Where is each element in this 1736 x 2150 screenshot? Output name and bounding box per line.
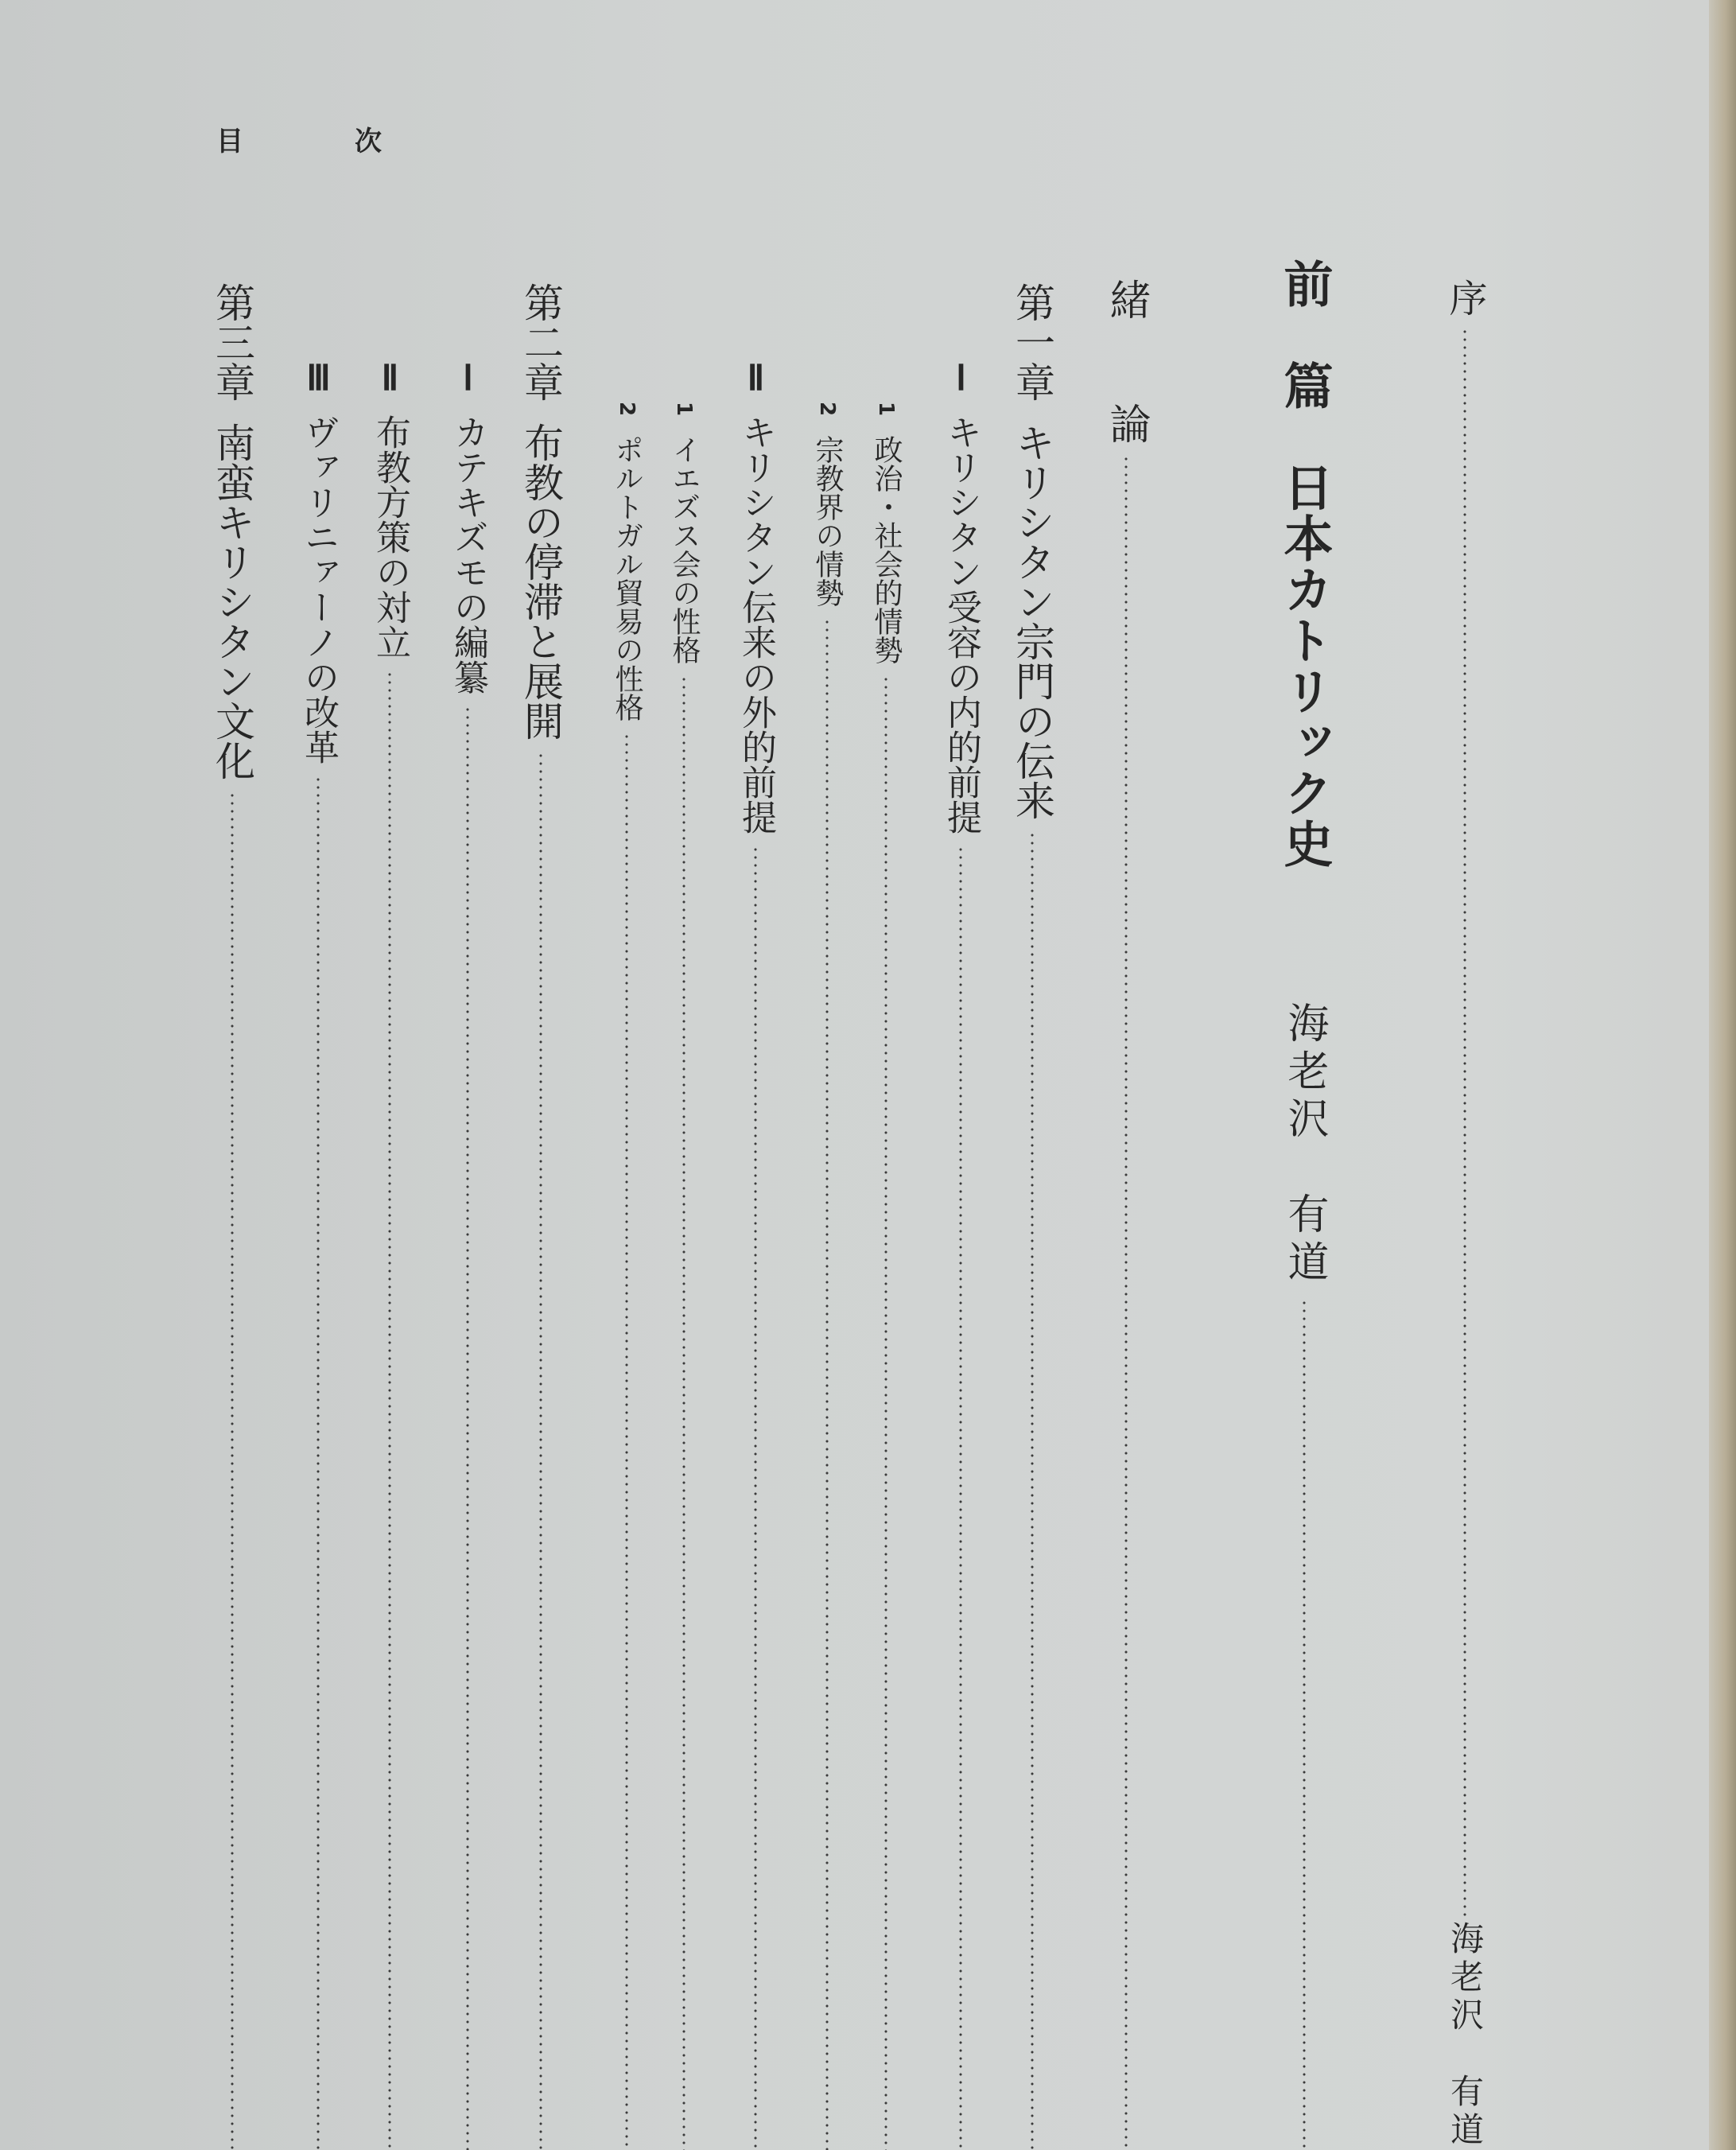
- chapter-number: 第一章: [1009, 282, 1055, 402]
- toc-entry-section-2-1: [445, 358, 490, 2150]
- toc-entry-chapter3: [208, 282, 256, 2150]
- toc-entry-chapter2: [517, 282, 565, 2150]
- entry-title: イエズス会の性格: [668, 435, 701, 665]
- dot-leader: [539, 752, 542, 2150]
- entry-title: 政治・社会的情勢: [870, 435, 903, 665]
- header-char-right: 次: [355, 126, 382, 157]
- entry-title: ポルトガル貿易の性格: [611, 435, 643, 722]
- subsection-number: 1: [874, 402, 898, 417]
- dot-leader: [388, 671, 391, 2150]
- dot-leader: [959, 846, 962, 2150]
- section-number: Ⅱ: [371, 358, 410, 399]
- toc-entry-part1: [1276, 259, 1333, 2150]
- entry-author: 海老沢 有道: [1280, 1001, 1328, 1288]
- dot-leader: [1303, 1299, 1306, 2150]
- entry-title: 布教方策の対立: [370, 414, 410, 659]
- dot-leader: [1031, 831, 1034, 2150]
- dot-leader: [825, 618, 829, 2150]
- toc-entry-subsection-1-2-2: [608, 402, 646, 2150]
- entry-title: カテキズモの編纂: [448, 414, 488, 694]
- chapter-number: 第二章: [518, 282, 564, 402]
- toc-entry-subsection-1-1-1: [867, 402, 905, 2150]
- section-number: Ⅰ: [449, 358, 487, 399]
- subsection-number: 1: [672, 402, 696, 417]
- page-edge: [1709, 0, 1736, 2150]
- toc-entry-subsection-1-1-2: [808, 402, 846, 2150]
- toc-entry-section-2-3: [296, 358, 340, 2150]
- entry-author: 海老沢 有道: [1446, 1921, 1485, 2150]
- subsection-number: 2: [615, 402, 639, 417]
- entry-title: 緒 論: [1102, 278, 1150, 444]
- dot-leader: [754, 846, 757, 2150]
- toc-entry-subsection-1-2-1: [665, 402, 703, 2150]
- entry-title: 南蛮キリシタン文化: [209, 422, 255, 780]
- dot-leader: [317, 776, 320, 2150]
- subsection-number: 2: [815, 402, 839, 417]
- section-number: Ⅰ: [942, 358, 981, 399]
- toc-entry-preface: [1441, 278, 1489, 2150]
- section-number: Ⅲ: [299, 358, 338, 399]
- entry-title: 宗教界の情勢: [811, 435, 844, 608]
- toc-entry-chapter1: [1008, 282, 1056, 2150]
- entry-title: キリシタン宗門の伝来: [1009, 422, 1055, 820]
- chapter-number: 第三章: [209, 282, 255, 402]
- dot-leader: [682, 675, 685, 2150]
- entry-title: キリシタン受容の内的前提: [941, 414, 981, 834]
- entry-title: ヴァリニァーノの改革: [298, 414, 339, 764]
- toc-entry-section-1-1: [938, 358, 983, 2150]
- entry-title: キリシタン伝来の外的前提: [736, 414, 776, 834]
- section-number: Ⅱ: [736, 358, 775, 399]
- dot-leader: [1124, 455, 1128, 2150]
- toc-entry-section-1-2: [733, 358, 778, 2150]
- header-char-left: 目: [216, 126, 243, 157]
- dot-leader: [231, 791, 234, 2150]
- dot-leader: [625, 733, 628, 2150]
- entry-title: 布教の停滞と展開: [518, 422, 564, 741]
- entry-title: 序: [1443, 278, 1487, 317]
- entry-title: 前 篇 日本カトリック史: [1276, 259, 1334, 869]
- dot-leader: [466, 706, 469, 2150]
- dot-leader: [1463, 328, 1466, 1916]
- toc-entry-intro: [1102, 278, 1150, 2150]
- dot-leader: [884, 675, 887, 2150]
- toc-entry-section-2-2: [367, 358, 412, 2150]
